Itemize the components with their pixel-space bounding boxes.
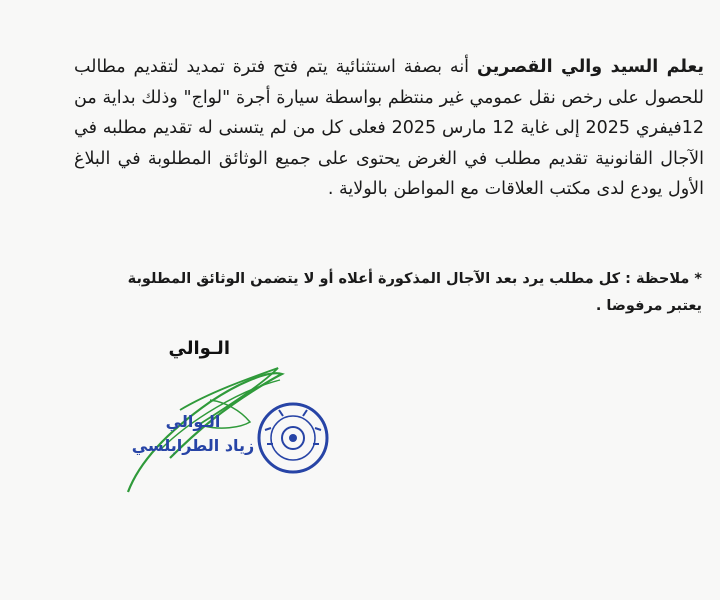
note-line-1: * ملاحظة : كل مطلب يرد بعد الآجال المذكورة أعلاه أو لا يتضمن الوثائق المطلوبة: [127, 271, 702, 287]
notice-text: أنه بصفة استثنائية يتم فتح فترة تمديد لتقديم مطالب للحصول على رخص نقل عمومي غير منتظم بواسطة سيارة أجرة "لواج" وذلك بداية من 12فيفري 2025 إلى غاية 12 مارس 2025 فعلى كل من لم يتسنى له تقديم مطلبه في الآجال القانونية تقديم مطلب في الغرض يحتوى على جميع الوثائق المطلوبة في البلاغ الأول يودع لدى مكتب العلاقات مع المواطن بالولاية .: [74, 57, 705, 199]
notice-lead: يعلم السيد والي القصرين: [476, 57, 704, 77]
signature-title: الـوالي: [168, 338, 230, 359]
stamp-text: [118, 410, 268, 458]
notice-body: [74, 52, 704, 205]
note-block: [84, 266, 702, 320]
stamp-role: الـوالي: [165, 412, 221, 431]
stamp-name: زياد الطرابلسي: [131, 436, 255, 455]
notice-paragraph: [74, 52, 704, 205]
note-line-2: يعتبر مرفوضا .: [595, 298, 702, 314]
